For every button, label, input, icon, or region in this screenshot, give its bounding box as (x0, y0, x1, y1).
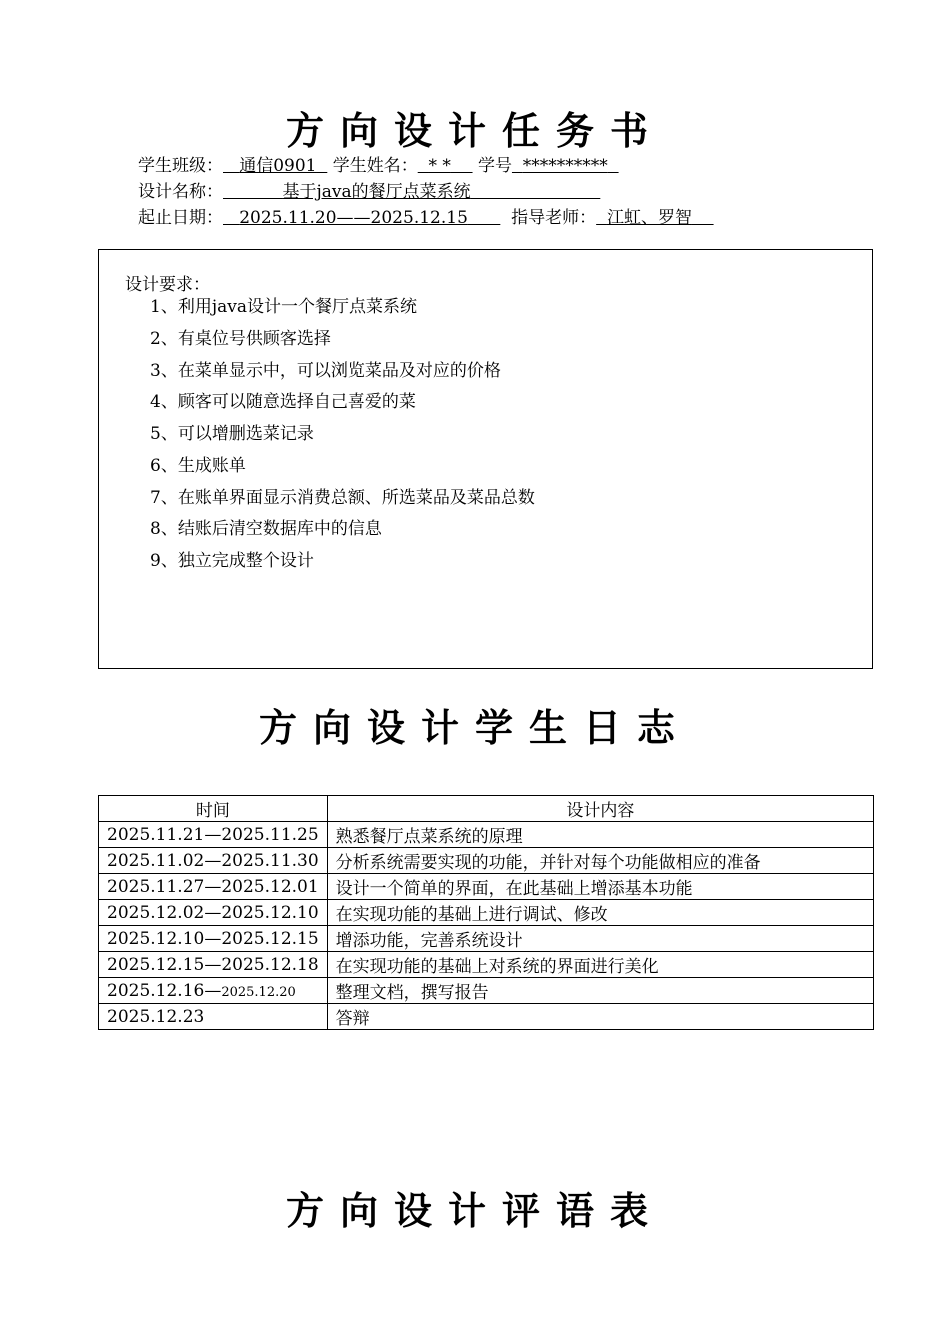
requirement-item: 4、顾客可以随意选择自己喜爱的菜 (150, 392, 416, 413)
design-name-label: 设计名称： (138, 182, 223, 202)
table-row (99, 874, 874, 900)
id-label: 学号 (477, 156, 512, 176)
id-value: ********** (522, 156, 608, 176)
time-start: 2025.12.16— (107, 980, 222, 1001)
log-title: 方向设计学生日志 (258, 706, 691, 750)
requirement-item: 1、利用java设计一个餐厅点菜系统 (150, 297, 417, 317)
design-name-value: 基于java的餐厅点菜系统 (282, 182, 471, 202)
table-row (99, 900, 874, 926)
time-cell: 2025.11.02—2025.11.30 (99, 848, 328, 874)
time-cell: 2025.11.21—2025.11.25 (99, 822, 328, 848)
class-label: 学生班级： (138, 156, 223, 176)
design-name-line (138, 177, 600, 202)
student-info-line (138, 151, 619, 176)
teacher-label: 指导老师： (511, 208, 597, 228)
requirement-item: 6、生成账单 (150, 455, 246, 476)
requirement-item: 8、结账后清空数据库中的信息 (150, 519, 382, 540)
table-row (99, 952, 874, 978)
teacher-value: 江虹、罗智 (606, 208, 692, 228)
requirement-item: 5、可以增删选菜记录 (150, 424, 314, 444)
requirements-list (150, 292, 535, 578)
date-line (138, 203, 714, 228)
name-label: 学生姓名： (332, 156, 418, 176)
table-header-row (99, 796, 874, 822)
requirement-item: 2、有桌位号供顾客选择 (150, 328, 331, 349)
class-value: 通信0901 (239, 156, 317, 176)
content-cell: 整理文档，撰写报告 (327, 978, 873, 1004)
time-cell: 2025.12.10—2025.12.15 (99, 926, 328, 952)
review-title: 方向设计评语表 (285, 1189, 664, 1233)
table-row (99, 848, 874, 874)
requirements-heading: 设计要求： (125, 275, 210, 295)
time-cell: 2025.12.23 (99, 1004, 328, 1030)
time-cell: 2025.11.27—2025.12.01 (99, 874, 328, 900)
requirements-box (98, 249, 873, 669)
requirement-item: 9、独立完成整个设计 (150, 551, 314, 571)
time-cell: 2025.12.15—2025.12.18 (99, 952, 328, 978)
date-value: 2025.11.20——2025.12.15 (239, 208, 468, 228)
task-book-title: 方向设计任务书 (285, 109, 664, 153)
name-value: * * (428, 156, 451, 176)
content-cell: 在实现功能的基础上进行调试、修改 (327, 900, 873, 926)
time-header: 时间 (99, 796, 328, 822)
content-cell: 分析系统需要实现的功能，并针对每个功能做相应的准备 (327, 848, 873, 874)
requirement-item: 3、在菜单显示中，可以浏览菜品及对应的价格 (150, 360, 501, 381)
content-cell: 答辩 (327, 1004, 873, 1030)
time-cell: 2025.12.02—2025.12.10 (99, 900, 328, 926)
table-row (99, 926, 874, 952)
time-cell (99, 978, 328, 1004)
table-row (99, 1004, 874, 1030)
date-label: 起止日期： (138, 208, 223, 228)
content-cell: 在实现功能的基础上对系统的界面进行美化 (327, 952, 873, 978)
requirement-item: 7、在账单界面显示消费总额、所选菜品及菜品总数 (150, 487, 535, 508)
content-header: 设计内容 (327, 796, 873, 822)
log-table (98, 795, 874, 1030)
content-cell: 增添功能，完善系统设计 (327, 926, 873, 952)
table-row (99, 978, 874, 1004)
content-cell: 熟悉餐厅点菜系统的原理 (327, 822, 873, 848)
content-cell: 设计一个简单的界面，在此基础上增添基本功能 (327, 874, 873, 900)
table-row (99, 822, 874, 848)
time-end: 2025.12.20 (221, 984, 296, 1000)
